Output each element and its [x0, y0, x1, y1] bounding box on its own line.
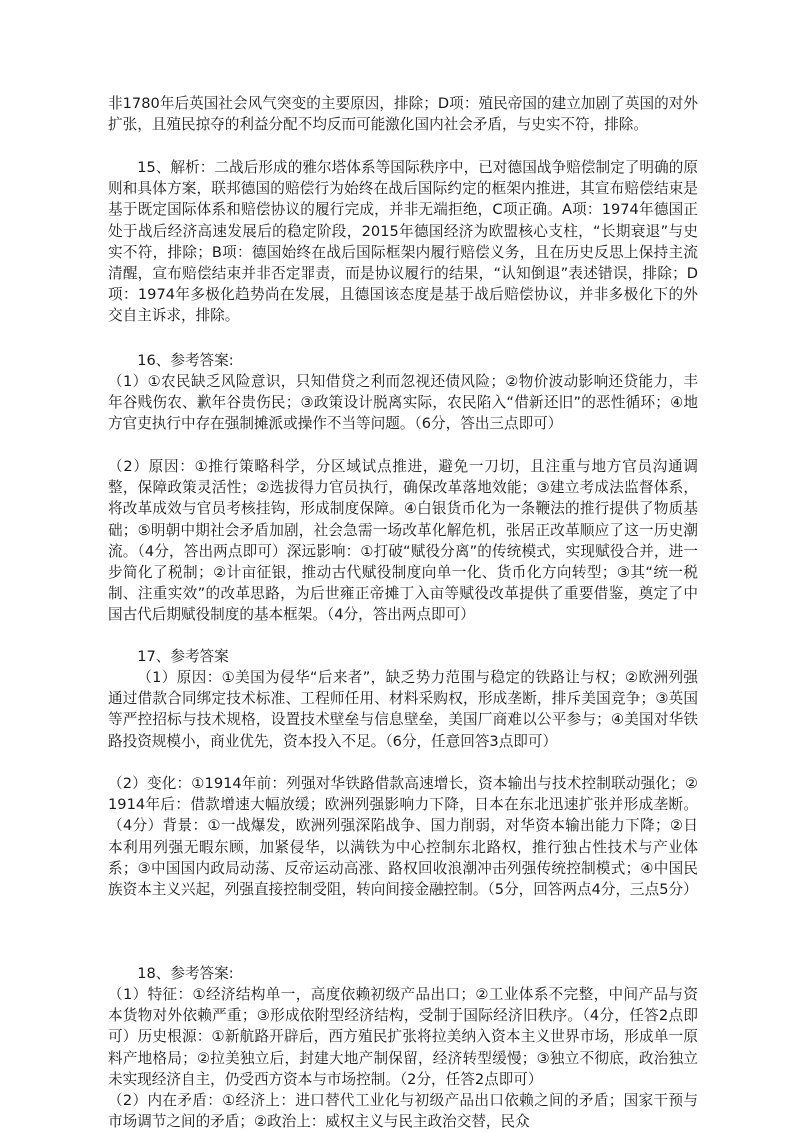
heading-17: 17、参考答案	[137, 648, 229, 665]
paragraph-16-part1: （1）①农民缺乏风险意识，只知借贷之利而忽视还债风险；②物价波动影响还贷能力，丰年谷贱伤农、歉年谷贵伤民；③政策设计脱离实际，农民陷入“借新还旧”的恶性循环；④地方官吏执行中存在强制摊派或操作不当等问题。（6分，答出三点即可）	[108, 373, 698, 433]
paragraph-16-part2: （2）原因：①推行策略科学，分区域试点推进，避免一刀切，且注重与地方官员沟通调整，保障政策灵活性；②选拔得力官员执行，确保改革落地效能；③建立考成法监督体系，将改革成效与官员考核挂钩，形成制度保障。④白银货币化为一条鞭法的推行提供了物质基础；⑤明朝中期社会矛盾加剧，社会急需一场改革化解危机，张居正改革顺应了这一历史潮流。（4分，答出两点即可）深远影响：①打破“赋役分离”的传统模式，实现赋役合并，进一步简化了税制；②计亩征银，推动古代赋役制度向单一化、货币化方向转型；③其“统一税制、注重实效”的改革思路，为后世雍正帝摊丁入亩等赋役改革提供了重要借鉴，奠定了中国古代后期赋役制度的基本框架。（4分，答出两点即可）	[108, 458, 698, 624]
paragraph-15-analysis: 15、解析：二战后形成的雅尔塔体系等国际秩序中，已对德国战争赔偿制定了明确的原则和具体方案，联邦德国的赔偿行为始终在战后国际约定的框架内推进，其宣布赔偿结束是基于既定国际体系和赔偿协议的履行完成，并非无端拒绝，C项正确。A项：1974年德国正处于战后经济高速发展后的稳定阶段，2015年德国经济为欧盟核心支柱，“长期衰退”与史实不符，排除；B项：德国始终在战后国际框架内履行赔偿义务，且在历史反思上保持主流清醒，宣布赔偿结束并非否定罪责，而是协议履行的结果，“认知倒退”表述错误，排除；D项：1974年多极化趋势尚在发展，且德国该态度是基于战后赔偿协议，并非多极化下的外交自主诉求，排除。	[108, 159, 698, 325]
heading-16: 16、参考答案:	[137, 352, 234, 369]
paragraph-17-part1: （1）原因：①美国为侵华“后来者”，缺乏势力范围与稳定的铁路让与权；②欧洲列强通过借款合同绑定技术标准、工程师任用、材料采购权，形成垄断，排斥美国竞争；③英国等严控招标与技术规格，设置技术壁垒与信息壁垒，美国厂商难以公平参与；④美国对华铁路投资规模小，商业优先，资本投入不足。（6分，任意回答3点即可）	[108, 669, 698, 750]
paragraph-14-tail: 非1780年后英国社会风气突变的主要原因，排除；D项：殖民帝国的建立加剧了英国的对外扩张，且殖民掠夺的利益分配不均反而可能激化国内社会矛盾，与史实不符，排除。	[108, 95, 698, 134]
heading-18: 18、参考答案:	[137, 965, 234, 982]
paragraph-18-part2: （2）内在矛盾：①经济上：进口替代工业化与初级产品出口依赖之间的矛盾；国家干预与市场调节之间的矛盾；②政治上：威权主义与民主政治交替，民众	[108, 1092, 698, 1131]
paragraph-17-part2: （2）变化：①1914年前：列强对华铁路借款高速增长，资本输出与技术控制联动强化；②1914年后：借款增速大幅放缓；欧洲列强影响力下降，日本在东北迅速扩张并形成垄断。（4分）背景：①一战爆发，欧洲列强深陷战争、国力削弱，对华资本输出能力下降；②日本利用列强无暇东顾，加紧侵华，以满铁为中心控制东北路权，推行独占性技术与产业体系；③中国国内政局动荡、反帝运动高涨、路权回收浪潮冲击列强传统控制模式；④中国民族资本主义兴起，列强直接控制受阻，转向间接金融控制。（5分，回答两点4分，三点5分）	[108, 775, 698, 899]
paragraph-18-part1: （1）特征：①经济结构单一，高度依赖初级产品出口；②工业体系不完整，中间产品与资本货物对外依赖严重；③形成依附型经济结构，受制于国际经济旧秩序。（4分，任答2点即可）历史根源：①新航路开辟后，西方殖民扩张将拉美纳入资本主义世界市场，形成单一原料产地格局；②拉美独立后，封建大地产制保留，经济转型缓慢；③独立不彻底，政治独立未实现经济自主，仍受西方资本与市场控制。（2分，任答2点即可）	[108, 986, 698, 1088]
